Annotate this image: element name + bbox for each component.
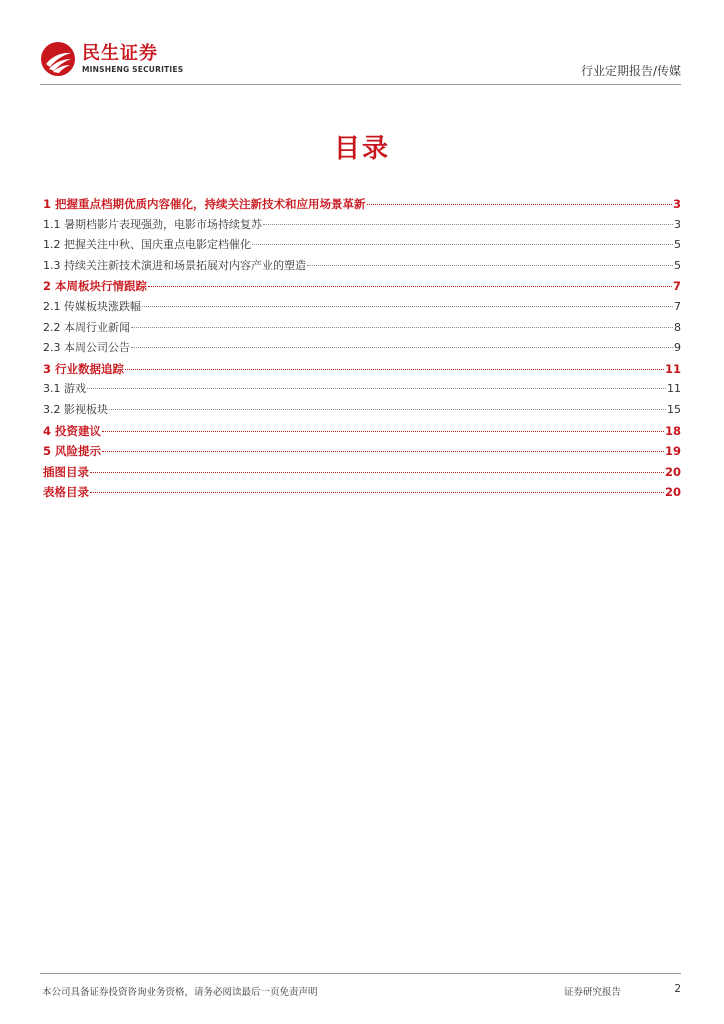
toc-entry[interactable] [43,421,681,442]
toc-leader-dots [131,327,673,328]
toc-entry-page: 7 [674,299,681,313]
toc-entry-title: 插图目录 [43,464,89,479]
toc-entry-title: 3.2 影视板块 [43,402,108,416]
page-title: 目录 [333,134,390,164]
toc-leader-dots [87,388,666,389]
toc-entry-page: 3 [672,197,681,211]
toc-entry-title: 1 把握重点档期优质内容催化，持续关注新技术和应用场景革新 [43,197,366,211]
brand-logo [40,40,183,78]
toc-entry-title: 2.1 传媒板块涨跌幅 [43,299,141,313]
toc-entry-page: 11 [664,361,681,376]
toc-entry-page: 20 [664,485,681,500]
toc-entry[interactable] [43,256,681,277]
toc-entry-title: 4 投资建议 [43,423,102,438]
toc-entry-page: 19 [664,444,681,459]
toc-leader-dots [252,244,673,245]
toc-entry-title: 1.2 把握关注中秋、国庆重点电影定档催化 [43,238,251,252]
report-category: 行业定期报告/传媒 [580,64,681,78]
toc-entry[interactable] [43,215,681,236]
page-number: 2 [674,983,681,995]
toc-entry-page: 11 [667,382,681,396]
toc-entry-page: 20 [664,464,681,479]
toc-entry-title: 3 行业数据追踪 [43,361,125,376]
toc-leader-dots [102,431,664,432]
toc-leader-dots [142,306,673,307]
toc-entry-title: 2 本周板块行情跟踪 [43,279,148,294]
logo-chinese-name: 民生证券 [82,42,158,64]
table-of-contents [43,194,681,503]
toc-entry[interactable] [43,318,681,339]
page-footer [40,973,681,998]
toc-entry[interactable] [43,400,681,421]
toc-entry-title: 3.1 游戏 [43,382,86,396]
toc-entry-title: 表格目录 [43,485,89,500]
toc-leader-dots [131,347,673,348]
footer-disclaimer: 本公司具备证券投资咨询业务资格，请务必阅读最后一页免责声明 [42,987,318,998]
toc-entry-page: 15 [667,402,681,416]
toc-leader-dots [90,492,664,493]
footer-report-type: 证券研究报告 [564,987,622,998]
toc-entry[interactable] [43,297,681,318]
logo-english-name: MINSHENG SECURITIES [82,64,184,74]
toc-entry-page: 8 [674,320,681,334]
toc-leader-dots [263,224,673,225]
toc-entry[interactable] [43,194,681,215]
toc-entry[interactable] [43,235,681,256]
toc-entry[interactable] [43,441,681,462]
toc-entry-page: 9 [674,341,681,355]
toc-entry-page: 3 [674,217,681,231]
toc-entry-title: 2.2 本周行业新闻 [43,320,130,334]
toc-entry-page: 7 [672,279,681,294]
toc-entry-title: 1.1 暑期档影片表现强劲，电影市场持续复苏 [43,217,262,231]
toc-leader-dots [109,409,666,410]
toc-entry-page: 18 [664,423,681,438]
toc-entry-page: 5 [674,238,681,252]
toc-entry[interactable] [43,359,681,380]
toc-entry-title: 5 风险提示 [43,444,102,459]
toc-entry[interactable] [43,338,681,359]
toc-entry-title: 2.3 本周公司公告 [43,341,130,355]
toc-entry[interactable] [43,379,681,400]
toc-leader-dots [148,286,672,287]
toc-entry[interactable] [43,462,681,483]
toc-entry[interactable] [43,276,681,297]
page-header [40,38,681,85]
toc-entry[interactable] [43,482,681,503]
minsheng-logo-icon [40,41,76,77]
toc-entry-title: 1.3 持续关注新技术演进和场景拓展对内容产业的塑造 [43,258,306,272]
toc-leader-dots [307,265,673,266]
toc-leader-dots [125,369,664,370]
toc-leader-dots [367,204,672,205]
toc-leader-dots [102,451,664,452]
toc-leader-dots [90,472,664,473]
toc-entry-page: 5 [674,258,681,272]
